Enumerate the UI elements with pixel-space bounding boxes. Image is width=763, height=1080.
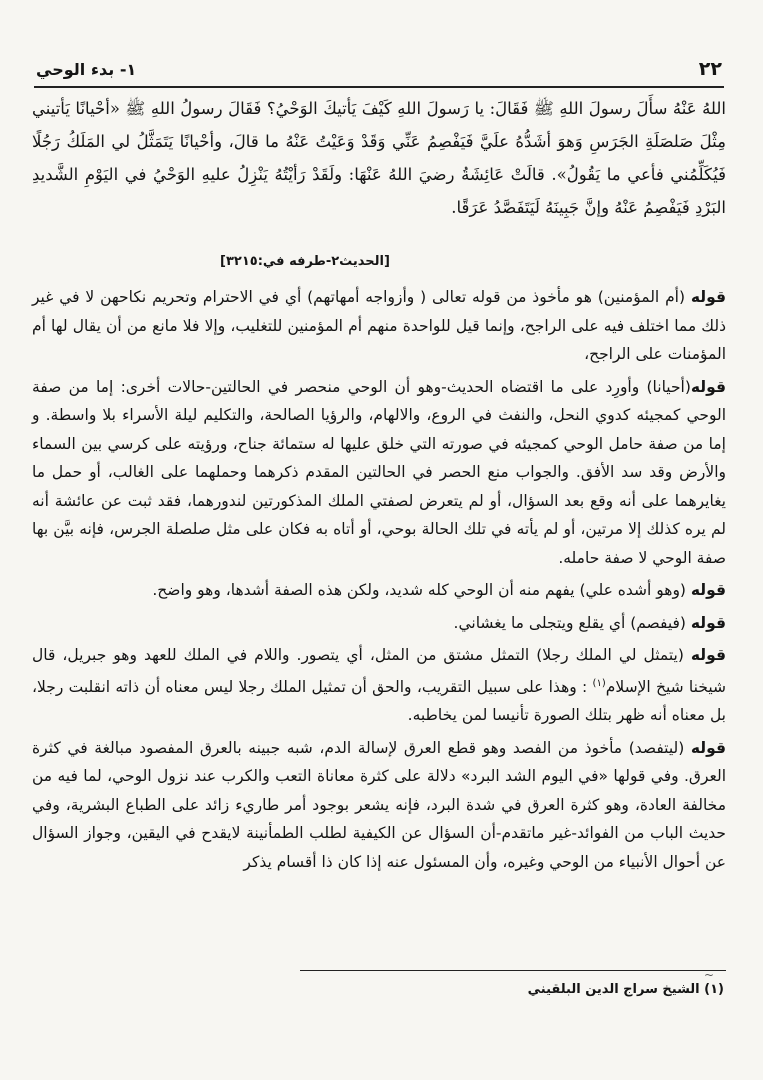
keyword-label: قوله [690,288,726,306]
commentary-paragraph [32,641,726,730]
paragraph-text: (ليتفصد) مأخوذ من الفصد وهو قطع العرق لإسالة الدم، شبه جبينه بالعرق المفصود مبالغة في كثرة العرق. وفي قولها «في اليوم الشد البرد» دلالة على كثرة معاناة التعب والكرب عند نزول الوحي، لما فيه من مخالفة العادة، وهو كثرة العرق في شدة البرد، فإنه يشعر بوجود أمر طاريء زائد على الطباع البشرية، وفي حديث الباب من الفوائد-غير ماتقدم-أن السؤال عن الكيفية لطلب الطمأنينة لايقدح في اليقين، وجواز السؤال عن أحوال الأنبياء من الوحي وغيره، وأن المسئول عنه إذا كان ذا أقسام يذكر [32,738,726,871]
paragraph-text: (أحيانا) وأورِد على ما اقتضاه الحديث-وهو أن الوحي منحصر في الحالتين-حالات أخرى: إما من صفة الوحي كمجيئه كدوي النحل، والنفث في الروع، والالهام، والرؤيا الصالحة، والتكليم ليلة الأسراء بلا واسطة. و إما من صفة حامل الوحي كمجيئه في صورته التي خلق عليها له ستمائة جناح، ورؤيته على كرسي بين السماء والأرض وقد سد الأفق. والجواب منع الحصر في الحالتين المقدم ذكرهما وحملهما على الغالب، أو حمل ما يغايرهما على أنه وقع بعد السؤال، أو لم يتعرض لصفتي الملك المذكورتين لندورهما، فقد ثبت عن عائشة أنه لم يره كذلك إلا مرتين، أو لم يأته في تلك الحالة بوحي، أو أتاه به فكان على مثل صلصلة الجرس، فإنه بيَّن بها صفة الوحي لا صفة حامله. [32,377,726,567]
keyword-label: قوله [690,738,726,757]
page-number: ٢٢ [698,58,722,80]
pen-mark: ~ [704,968,715,982]
commentary-paragraph [32,373,726,573]
footnote-marker[interactable]: (١) [592,677,606,689]
hadith-text-block [32,92,726,224]
hadith-reference: [الحديث٢-طرفه في:٣٢١٥] [220,254,390,269]
chapter-title: ١- بدء الوحي [36,60,137,79]
paragraph-text: (أم المؤمنين) هو مأخوذ من قوله تعالى ( وأزواجه أمهاتهم) أي في الاحترام وتحريم نكاحهن لا في غير ذلك مما اختلف فيه على الراجح، وإنما قيل للواحدة منهم أم المؤمنين للتغليب، وإلا فلا مانع من أن يقال لها أم المؤمنات على الراجح، [32,288,726,363]
commentary-paragraph [32,734,726,877]
paragraph-text: (وهو أشده علي) يفهم منه أن الوحي كله شديد، ولكن هذه الصفة أشدها، وهو واضح. [152,581,691,599]
hadith-text: اللهُ عَنْهُ سأَلَ رسولَ اللهِ ﷺ فَقَالَ: يا رَسولَ اللهِ كَيْفَ يَأتيكَ الوَحْيُ؟ فَقَالَ رسولُ اللهِ ﷺ «أحْيانًا يَأتيني مِثْلَ صَلصَلَةِ الجَرَسِ وَهوَ أشَدُّهُ علَيَّ فَيَفْصِمُ عَنِّي وَقَدْ وَعَيْتُ عَنْهُ ما قالَ، وأحْيانًا يَتَمَثَّلُ لي المَلَكُ رَجُلًا فَيُكَلِّمُني فأعي ما يَقُولُ». قالَتْ عَائِشَةُ رضيَ اللهُ عَنْهَا: ولَقَدْ رَأيْتُهُ يَنْزِلُ عليهِ الوَحْيُ في اليَوْمِ الشَّديدِ البَرْدِ فَيَفْصِمُ عَنْهُ وإنَّ جَبِينَهُ لَيَتَفَصَّدُ عَرَقًا. [32,99,726,217]
paragraph-text: (يتمثل لي الملك رجلا) التمثل مشتق من المثل، أي يتصور. واللام في الملك للعهد وهو جبريل، قال شيخنا شيخ الإسلام [32,646,727,696]
page-header [34,52,724,88]
paragraph-text-continued: : وهذا على سبيل التقريب، والحق أن تمثيل الملك رجلا ليس معناه أن ذاته انقلبت رجلا، بل معناه أنه ظهر بتلك الصورة تأنيسا لمن يخاطبه. [32,677,726,725]
keyword-label: قوله [690,581,726,599]
commentary-paragraph [32,283,726,369]
keyword-label: قوله [690,377,726,396]
commentary-paragraph [32,609,726,638]
keyword-label: قوله [690,646,726,664]
paragraph-text: (فيفصم) أي يقلع ويتجلى ما يغشاني. [453,613,691,632]
keyword-label: قوله [690,613,726,632]
commentary-section [32,283,726,880]
footnote-text: (١) الشيخ سراج الدين البلقيني [527,982,724,997]
footnote-divider [300,970,726,971]
commentary-paragraph [32,576,726,605]
